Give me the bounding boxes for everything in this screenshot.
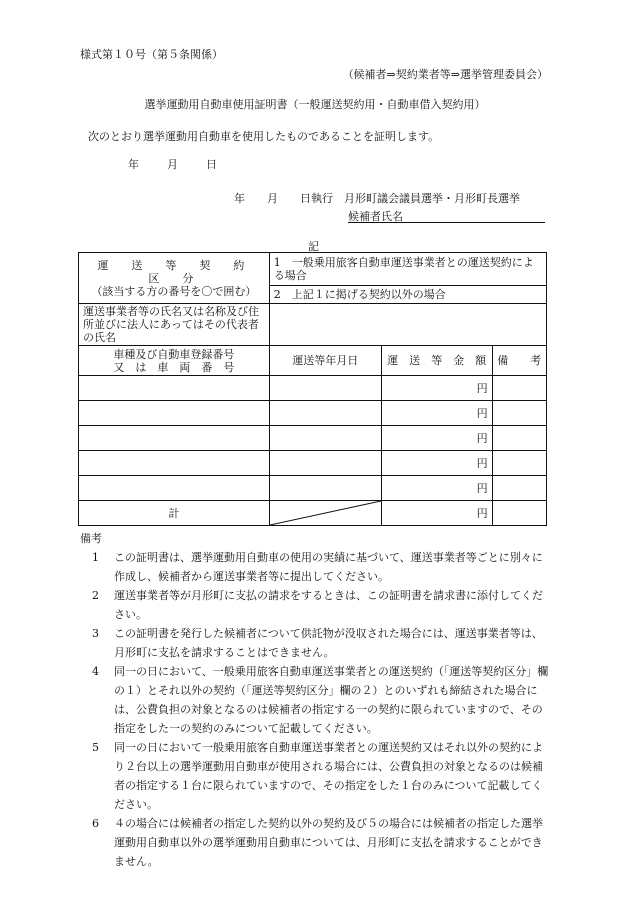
contract-type-header [79, 253, 270, 304]
certification-date[interactable] [128, 156, 217, 172]
yen-label: 円 [476, 456, 488, 470]
note-text: 同一の日において一般乗用旅客自動車運送事業者との運送契約又はそれ以外の契約により２台以上の選挙運動用自動車が使用される場合には、公費負担の対象となるのは候補者の指定する１台に限られていますので、その指定をした１台のみについて記載してください。 [114, 741, 543, 811]
date-cell[interactable] [269, 401, 381, 426]
note-text: ４の場合には候補者の指定した契約以外の契約及び５の場合には候補者の指定した選挙運動用自動車以外の選挙運動用自動車については、月形町に支払を請求することができません。 [114, 817, 543, 868]
contract-option-1[interactable] [269, 253, 546, 286]
document-title: 選挙運動用自動車使用証明書（一般運送契約用・自動車借入契約用） [144, 98, 486, 111]
table-row [79, 376, 547, 401]
remarks-cell[interactable] [492, 476, 546, 501]
operator-label-cell [79, 304, 270, 346]
vehicle-cell[interactable] [79, 426, 270, 451]
remarks-cell[interactable] [492, 401, 546, 426]
vehicle-use-table [78, 252, 547, 526]
remarks-cell[interactable] [492, 376, 546, 401]
date-cell[interactable] [269, 451, 381, 476]
note-text: 同一の日において、一般乗用旅客自動車運送事業者との運送契約（「運送等契約区分」欄の１）とそれ以外の契約（「運送等契約区分」欄の２）とのいずれも締結された場合には、公費負担の対象となるのは候補者の指定する一の契約に限られていますので、その指定をした一の契約のみについて記載してください。 [114, 665, 549, 735]
vehicle-cell[interactable] [79, 451, 270, 476]
note-text: 運送事業者等が月形町に支払の請求をするときは、この証明書を請求書に添付してください。 [114, 589, 543, 621]
amount-cell[interactable] [381, 426, 492, 451]
col-date-header: 運送等年月日 [269, 346, 381, 376]
note-text: この証明書は、選挙運動用自動車の使用の実績に基づいて、運送事業者等ごとに別々に作成し、候補者から運送事業者等に提出してください。 [114, 551, 543, 583]
amount-cell[interactable] [381, 476, 492, 501]
date-cell[interactable] [269, 376, 381, 401]
total-label: 計 [79, 501, 270, 526]
remarks-cell[interactable] [492, 426, 546, 451]
note-number: 3 [92, 627, 99, 640]
note-item [80, 586, 550, 624]
note-item [80, 624, 550, 662]
amount-cell[interactable] [381, 376, 492, 401]
contract-type-label: 運 送 等 契 約 区 分 [97, 258, 268, 285]
candidate-name-label: 候補者氏名 [348, 210, 403, 223]
contract-option-2-text: 2 上記１に掲げる契約以外の場合 [273, 288, 446, 301]
col-vehicle-header [79, 346, 270, 376]
note-number: 5 [92, 741, 99, 754]
table-row [79, 451, 547, 476]
table-row [79, 401, 547, 426]
note-number: 6 [92, 817, 99, 830]
yen-label: 円 [476, 506, 488, 520]
candidate-name-field[interactable] [348, 222, 545, 223]
diagonal-line [270, 501, 381, 525]
note-number: 2 [92, 589, 99, 602]
vehicle-cell[interactable] [79, 401, 270, 426]
vehicle-cell[interactable] [79, 376, 270, 401]
yen-label: 円 [476, 406, 488, 420]
total-date-cell-crossed [269, 501, 381, 526]
vehicle-cell[interactable] [79, 476, 270, 501]
date-cell[interactable] [269, 426, 381, 451]
notes-heading: 備考 [80, 532, 102, 545]
note-number: 4 [92, 665, 99, 678]
notes-section [80, 529, 550, 871]
intro-text: 次のとおり選挙運動用自動車を使用したものであることを証明します。 [88, 130, 440, 143]
date-year-label: 年 [128, 158, 139, 171]
col-vehicle-line1: 車種及び自動車登録番号 [113, 347, 235, 361]
col-remarks-header: 備 考 [492, 346, 546, 376]
note-text: この証明書を発行した候補者について供託物が没収された場合には、運送事業者等は、月形町に支払を請求することはできません。 [114, 627, 543, 659]
note-item [80, 738, 550, 814]
col-amount-header: 運 送 等 金 額 [381, 346, 492, 376]
yen-label: 円 [476, 481, 488, 495]
note-item [80, 548, 550, 586]
form-number: 様式第１０号（第５条関係） [80, 48, 223, 61]
total-row [79, 501, 547, 526]
amount-cell[interactable] [381, 401, 492, 426]
remarks-cell[interactable] [492, 451, 546, 476]
table-row [79, 426, 547, 451]
yen-label: 円 [476, 381, 488, 395]
date-day-label: 日 [206, 158, 217, 171]
yen-label: 円 [476, 431, 488, 445]
contract-type-sub: （該当する方の番号を〇で囲む） [91, 284, 257, 298]
operator-label: 運送事業者等の氏名又は名称及び住所並びに法人にあってはその代表者の氏名 [83, 305, 259, 344]
routing-note: （候補者⇒契約業者等⇒選挙管理委員会） [342, 68, 548, 81]
ki-heading: 記 [308, 240, 319, 253]
contract-option-1-text: 1 一般乗用旅客自動車運送事業者との運送契約による場合 [273, 256, 534, 282]
contract-option-2[interactable] [269, 286, 546, 304]
total-remarks-cell[interactable] [492, 501, 546, 526]
operator-field[interactable] [269, 304, 546, 346]
election-execution-line: 年 月 日執行 月形町議会議員選挙・月形町長選挙 [234, 192, 520, 205]
table-row [79, 476, 547, 501]
note-item [80, 662, 550, 738]
date-month-label: 月 [167, 158, 178, 171]
date-cell[interactable] [269, 476, 381, 501]
total-amount-cell[interactable] [381, 501, 492, 526]
col-vehicle-line2: 又 は 車 両 番 号 [113, 360, 235, 374]
note-number: 1 [92, 551, 99, 564]
amount-cell[interactable] [381, 451, 492, 476]
note-item [80, 814, 550, 871]
